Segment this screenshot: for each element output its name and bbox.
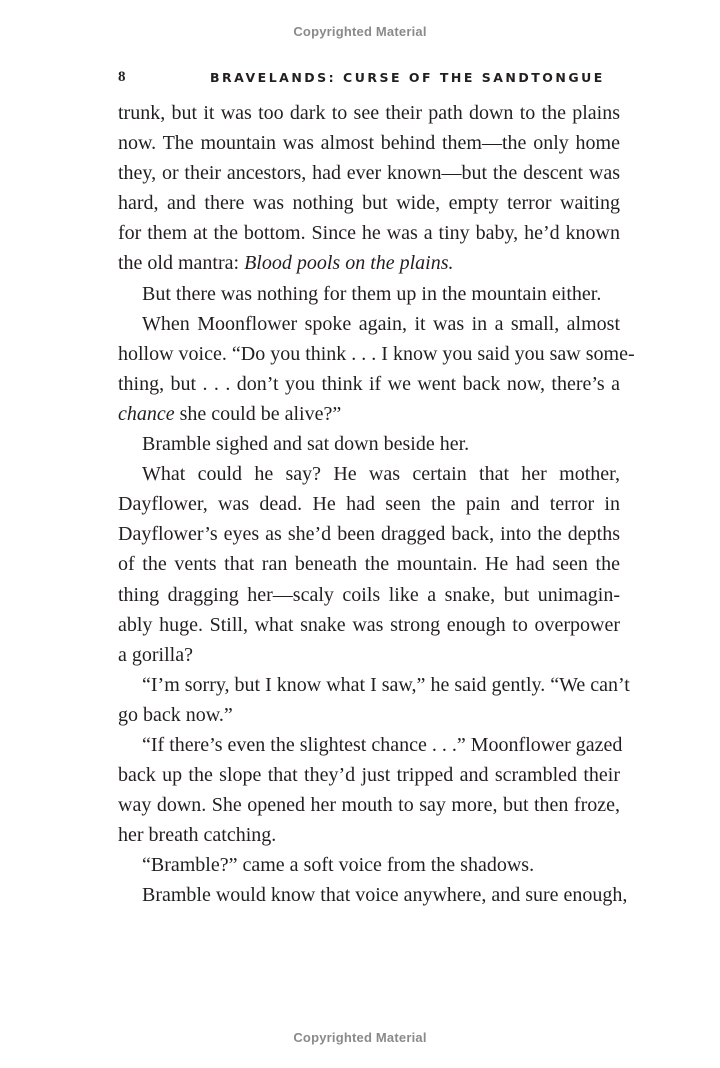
text-line: thing, but . . . don’t you think if we went back now, there’s a [118,372,620,395]
text-line: of the vents that ran beneath the mountain. He had seen the [118,553,620,576]
text-line: “Bramble?” came a soft voice from the shadows. [142,854,535,877]
page-number: 8 [118,69,126,85]
text-line: But there was nothing for them up in the mountain either. [142,282,602,305]
text-line: Dayflower’s eyes as she’d been dragged back, into the depths [118,523,620,546]
text-line: “I’m sorry, but I know what I saw,” he said gently. “We can’t [142,673,630,696]
body-text [118,98,635,911]
text-segment: the old mantra: [118,252,245,275]
text-segment: she could be alive?” [174,402,342,425]
text-line: hard, and there was nothing but wide, empty terror waiting [118,192,620,215]
text-line: a gorilla? [118,643,193,666]
text-line: Bramble sighed and sat down beside her. [142,433,470,456]
copyright-watermark-top: Copyrighted Material [293,24,427,39]
text-line: way down. She opened her mouth to say more, but then froze, [118,794,620,817]
text-line: thing dragging her—scaly coils like a snake, but unimagin- [118,583,620,606]
text-line [118,248,620,278]
text-line: back up the slope that they’d just tripped and scrambled their [118,764,620,787]
text-line: now. The mountain was almost behind them—the only home [118,132,620,155]
text-line: When Moonflower spoke again, it was in a small, almost [142,312,620,335]
copyright-watermark-bottom: Copyrighted Material [293,1030,427,1045]
text-line: Dayflower, was dead. He had seen the pain and terror in [118,493,620,516]
italic-chance: chance [118,402,175,425]
running-header [118,69,620,89]
text-line: What could he say? He was certain that her mother, [142,463,620,486]
text-line: Bramble would know that voice anywhere, and sure enough, [142,884,628,907]
text-line: ably huge. Still, what snake was strong enough to overpower [118,613,620,636]
text-line: for them at the bottom. Since he was a tiny baby, he’d known [118,222,620,245]
text-line: hollow voice. “Do you think . . . I know you said you saw some- [118,342,635,365]
text-line: go back now.” [118,703,233,726]
text-line: they, or their ancestors, had ever known—but the descent was [118,162,620,185]
text-line: trunk, but it was too dark to see their path down to the plains [118,102,620,124]
book-title-header: BRAVELANDS: CURSE OF THE SANDTONGUE [210,70,605,85]
text-line [118,399,620,429]
text-line: her breath catching. [118,824,277,847]
italic-mantra: Blood pools on the plains. [244,252,454,275]
text-line: “If there’s even the slightest chance . . .” Moonflower gazed [142,733,623,756]
